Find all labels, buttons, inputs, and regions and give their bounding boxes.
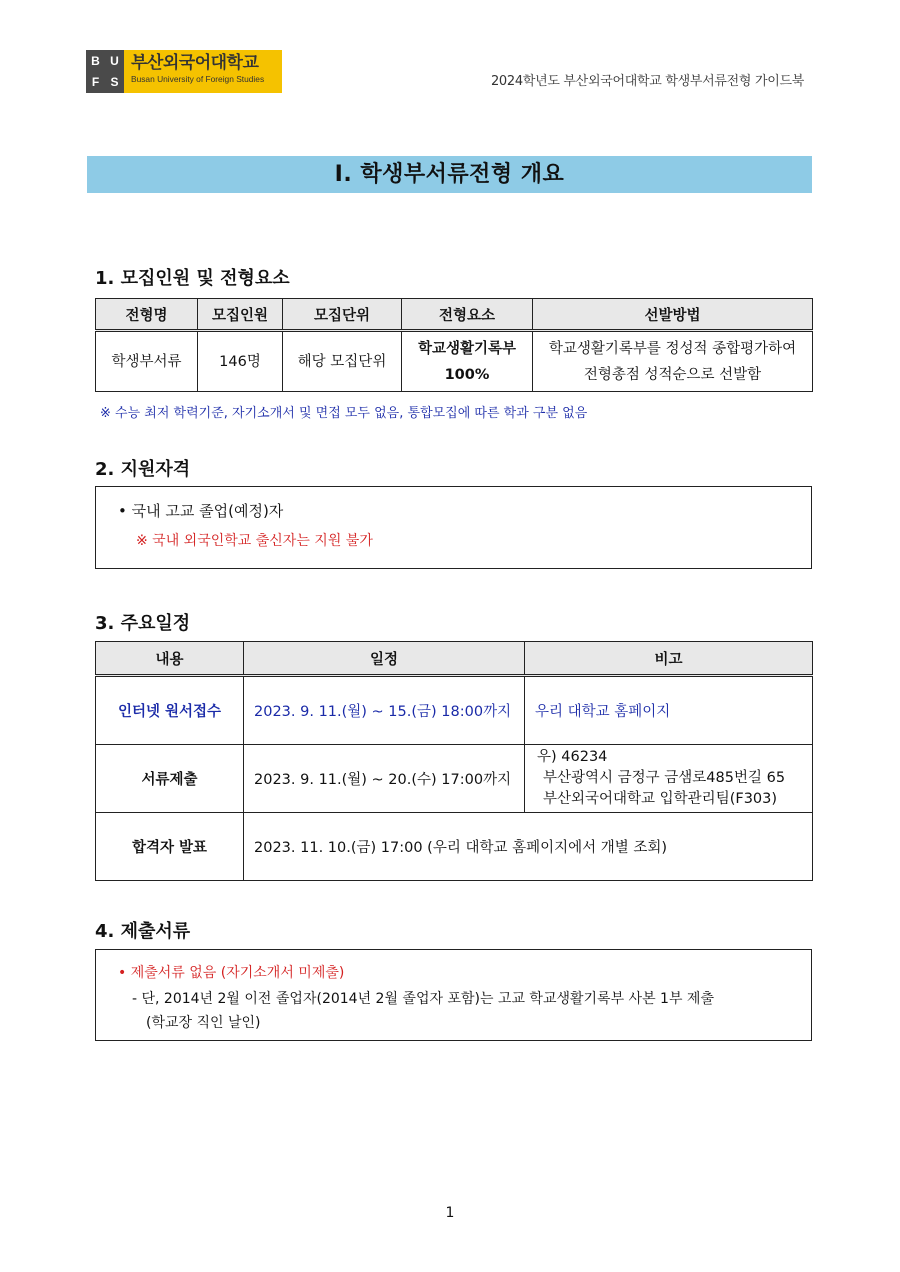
column-header: 일정: [244, 642, 525, 676]
logo-letter: F: [91, 75, 100, 90]
bullet-icon: •: [118, 965, 127, 981]
logo-text: [124, 50, 282, 93]
logo-letter: U: [110, 53, 119, 68]
logo-korean-name: 부산외국어대학교: [131, 53, 259, 73]
column-header: 선발방법: [533, 299, 813, 331]
address-line: 우) 46234: [537, 749, 608, 765]
documents-subnote: - 단, 2014년 2월 이전 졸업자(2014년 2월 졸업자 포함)는 고교 학교생활기록부 사본 1부 제출: [132, 991, 714, 1007]
section-4-title: 4. 제출서류: [95, 921, 191, 942]
cell-content: 인터넷 원서접수: [96, 676, 244, 745]
column-header: 내용: [96, 642, 244, 676]
cell-content: 서류제출: [96, 745, 244, 813]
cell-remark: [525, 745, 813, 813]
table-row: [96, 676, 813, 745]
documents-item: [118, 962, 811, 982]
schedule-table: [95, 641, 813, 881]
cell-content: 합격자 발표: [96, 813, 244, 881]
logo-letter: S: [110, 75, 119, 90]
documents-box: [95, 949, 812, 1041]
university-logo: [86, 50, 282, 93]
element-line: 100%: [444, 366, 490, 383]
cell-schedule: 2023. 9. 11.(월) ~ 20.(수) 17:00까지: [244, 745, 525, 813]
address-line: 부산외국어대학교 입학관리팀(F303): [543, 791, 778, 807]
column-header: 모집단위: [283, 299, 402, 331]
documents-text: 제출서류 없음 (자기소개서 미제출): [130, 965, 345, 981]
eligibility-note: ※ 국내 외국인학교 출신자는 지원 불가: [136, 533, 373, 549]
table-row: [96, 745, 813, 813]
section-3-title: 3. 주요일정: [95, 613, 191, 634]
section-1-title: 1. 모집인원 및 전형요소: [95, 268, 290, 289]
page-number: 1: [445, 1205, 455, 1221]
section-2-title: 2. 지원자격: [95, 459, 191, 480]
element-line: 학교생활기록부: [417, 340, 517, 357]
chapter-banner: Ⅰ. 학생부서류전형 개요: [87, 156, 812, 193]
table-row: [96, 331, 813, 392]
column-header: 전형요소: [402, 299, 533, 331]
table-header-row: [96, 642, 813, 676]
column-header: 모집인원: [198, 299, 283, 331]
address-line: 부산광역시 금정구 금샘로485번길 65: [543, 770, 786, 786]
cell-element: [402, 331, 533, 392]
eligibility-text: 국내 고교 졸업(예정)자: [131, 502, 284, 520]
cell-schedule: 2023. 9. 11.(월) ~ 15.(금) 18:00까지: [244, 676, 525, 745]
bullet-icon: •: [118, 502, 127, 520]
documents-subnote: (학교장 직인 날인): [146, 1015, 261, 1031]
logo-letter: B: [91, 53, 100, 68]
cell-schedule: 2023. 11. 10.(금) 17:00 (우리 대학교 홈페이지에서 개별 조회): [244, 813, 813, 881]
method-line: 전형총점 성적순으로 선발함: [583, 366, 762, 383]
eligibility-box: [95, 486, 812, 569]
logo-english-name: Busan University of Foreign Studies: [131, 74, 265, 84]
section-1-note: ※ 수능 최저 학력기준, 자기소개서 및 면접 모두 없음, 통합모집에 따른 학과 구분 없음: [100, 406, 588, 421]
method-line: 학교생활기록부를 정성적 종합평가하여: [548, 340, 797, 357]
logo-mark: [86, 50, 124, 93]
eligibility-item: [118, 500, 811, 521]
table-row: [96, 813, 813, 881]
recruitment-table: [95, 298, 813, 392]
cell-remark: 우리 대학교 홈페이지: [525, 676, 813, 745]
table-header-row: [96, 299, 813, 331]
document-title: 2024학년도 부산외국어대학교 학생부서류전형 가이드북: [490, 74, 804, 89]
column-header: 비고: [525, 642, 813, 676]
cell-unit: 해당 모집단위: [283, 331, 402, 392]
cell-method: [533, 331, 813, 392]
cell-count: 146명: [198, 331, 283, 392]
cell-name: 학생부서류: [96, 331, 198, 392]
column-header: 전형명: [96, 299, 198, 331]
